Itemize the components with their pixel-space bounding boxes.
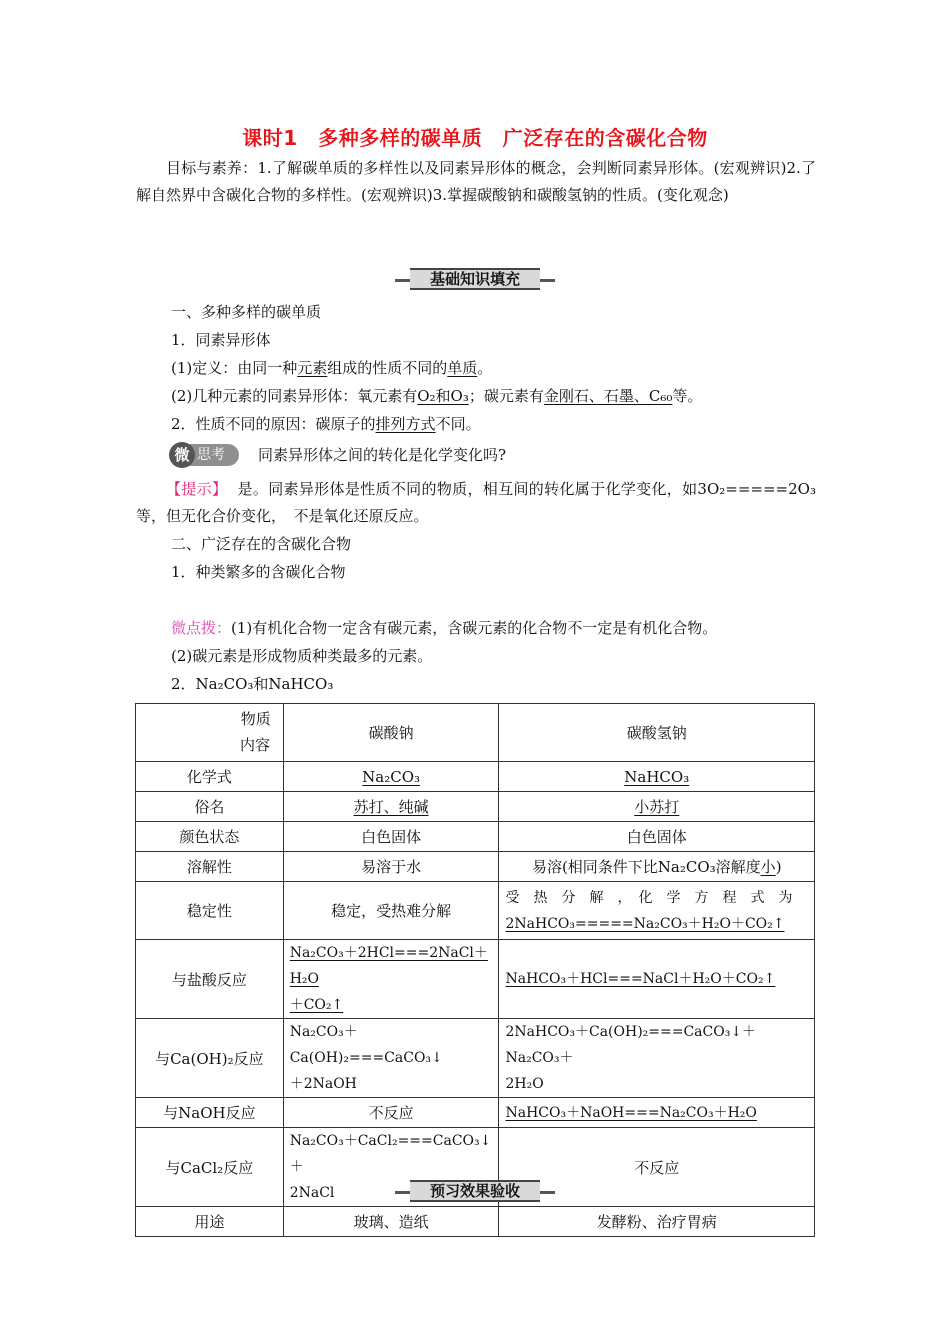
page-title: 课时1 多种多样的碳单质 广泛存在的含碳化合物 [242, 126, 708, 150]
think-badge [171, 444, 239, 466]
cell-value [283, 940, 499, 1019]
cell-value: Na₂CO₃ [362, 767, 421, 786]
think-question: 同素异形体之间的转化是化学变化吗? [258, 446, 507, 464]
tip-line-2: (2)碳元素是形成物质种类最多的元素。 [171, 647, 433, 665]
row-label: 与CaCl₂反应 [136, 1128, 284, 1207]
text: ；碳元素有 [468, 387, 544, 405]
table-row [136, 1207, 815, 1237]
corner-top: 物质 [240, 710, 271, 728]
section1-heading: 一、多种多样的碳单质 [171, 303, 322, 321]
table-header-row [136, 704, 815, 762]
table-row [136, 792, 815, 822]
answer-blank: 单质 [447, 359, 478, 377]
table-row [136, 762, 815, 792]
table-corner-cell [136, 704, 284, 762]
goals-label: 目标与素养： [166, 159, 258, 177]
cell-value: 发酵粉、治疗胃病 [499, 1207, 815, 1237]
definition-line [171, 356, 492, 380]
row-label: 俗名 [136, 792, 284, 822]
cell-value: 玻璃、造纸 [283, 1207, 499, 1237]
tip-line-1 [171, 616, 717, 640]
row-label: 用途 [136, 1207, 284, 1237]
answer-blank: NaHCO₃＋NaOH===Na₂CO₃＋H₂O [505, 1104, 757, 1121]
banner-label: 基础知识填充 [410, 268, 540, 290]
cell-value: 易溶于水 [283, 852, 499, 882]
answer-blank: ＋CO₂↑ [289, 997, 344, 1013]
cell-value: 小苏打 [634, 798, 680, 816]
text: ＋2NaOH [289, 1076, 357, 1092]
cell-value [499, 882, 815, 940]
corner-bottom: 内容 [240, 736, 271, 754]
hint-text: 是。同素异形体是性质不同的物质，相互间的转化属于化学变化，如3O₂=====2O₃等，但无化合价变化， 不是氧化还原反应。 [136, 480, 816, 525]
comparison-table [135, 703, 815, 1237]
row-label: 颜色状态 [136, 822, 284, 852]
text: 等。 [672, 387, 703, 405]
cell-value: 不反应 [499, 1128, 815, 1207]
text: Na₂CO₃＋Ca(OH)₂===CaCO₃↓ [289, 1024, 443, 1066]
answer-blank: 元素 [297, 359, 328, 377]
text: Na₂CO₃＋CaCl₂===CaCO₃↓＋ [289, 1133, 492, 1175]
cell-value: 不反应 [283, 1098, 499, 1128]
cell-value: 白色固体 [499, 822, 815, 852]
text: 受 热 分 解 ， 化 学 方 程 式 为 [505, 889, 793, 906]
cell-value: 白色固体 [283, 822, 499, 852]
answer-blank: 金刚石、石墨、C₆₀ [543, 387, 673, 405]
tip-text: (1)有机化合物一定含有碳元素，含碳元素的化合物不一定是有机化合物。 [231, 619, 718, 637]
row-label: 与Ca(OH)₂反应 [136, 1019, 284, 1098]
think-badge-mark: 微 [169, 442, 195, 468]
text: 2NaCl [289, 1185, 335, 1201]
table-row [136, 1019, 815, 1098]
text: ) [775, 858, 782, 876]
answer-blank: Na₂CO₃＋2HCl===2NaCl＋H₂O [289, 945, 488, 987]
goals-paragraph [136, 155, 816, 209]
examples-line [171, 384, 702, 408]
text: 2H₂O [505, 1076, 544, 1092]
cell-value: 稳定，受热难分解 [283, 882, 499, 940]
section-banner-basics [0, 268, 950, 290]
row-label: 溶解性 [136, 852, 284, 882]
table-row [136, 822, 815, 852]
text: 不同。 [435, 415, 481, 433]
think-badge-label: 思考 [197, 447, 225, 463]
reason-line [171, 412, 481, 436]
text: (1)定义：由同一种 [171, 359, 298, 377]
cell-value [499, 1019, 815, 1098]
hint-paragraph [136, 476, 816, 530]
table-row [136, 852, 815, 882]
answer-blank: O₂和O₃ [417, 387, 469, 405]
banner-label: 预习效果验收 [410, 1180, 540, 1202]
answer-blank: 2NaHCO₃=====Na₂CO₃＋H₂O＋CO₂↑ [505, 915, 785, 932]
row-label: 与盐酸反应 [136, 940, 284, 1019]
cell-value [499, 852, 815, 882]
hint-label: 【提示】 [166, 480, 228, 498]
table-row [136, 882, 815, 940]
text: (2)几种元素的同素异形体：氧元素有 [171, 387, 418, 405]
answer-blank: 排列方式 [375, 415, 436, 433]
row-label: 与NaOH反应 [136, 1098, 284, 1128]
text: 易溶(相同条件下比Na₂CO₃溶解度 [531, 858, 761, 876]
text: 组成的性质不同的 [327, 359, 448, 377]
table-row [136, 940, 815, 1019]
cell-value [283, 1019, 499, 1098]
cell-value: NaHCO₃ [624, 767, 690, 786]
section-banner-preview-check [0, 1180, 950, 1202]
text: 2．性质不同的原因：碳原子的 [171, 415, 376, 433]
section1-sub1: 1．同素异形体 [171, 331, 271, 349]
tip-label: 微点拨： [171, 619, 232, 637]
col-header-sodium-carbonate: 碳酸钠 [283, 704, 499, 762]
cell-value: 苏打、纯碱 [353, 798, 429, 816]
section2-heading: 二、广泛存在的含碳化合物 [171, 535, 352, 553]
answer-blank: NaHCO₃＋HCl===NaCl＋H₂O＋CO₂↑ [505, 971, 776, 987]
section2-sub2: 2．Na₂CO₃和NaHCO₃ [171, 675, 334, 693]
row-label: 化学式 [136, 762, 284, 792]
text: 。 [477, 359, 493, 377]
goals-text: 1.了解碳单质的多样性以及同素异形体的概念，会判断同素异形体。(宏观辨识)2.了解自然界中含碳化合物的多样性。(宏观辨识)3.掌握碳酸钠和碳酸氢钠的性质。(变化观念) [136, 159, 816, 204]
answer-blank: 小 [760, 858, 776, 876]
row-label: 稳定性 [136, 882, 284, 940]
text: 2NaHCO₃＋Ca(OH)₂===CaCO₃↓＋Na₂CO₃＋ [505, 1024, 757, 1066]
col-header-sodium-bicarbonate: 碳酸氢钠 [499, 704, 815, 762]
section2-sub1: 1．种类繁多的含碳化合物 [171, 563, 346, 581]
table-row [136, 1098, 815, 1128]
